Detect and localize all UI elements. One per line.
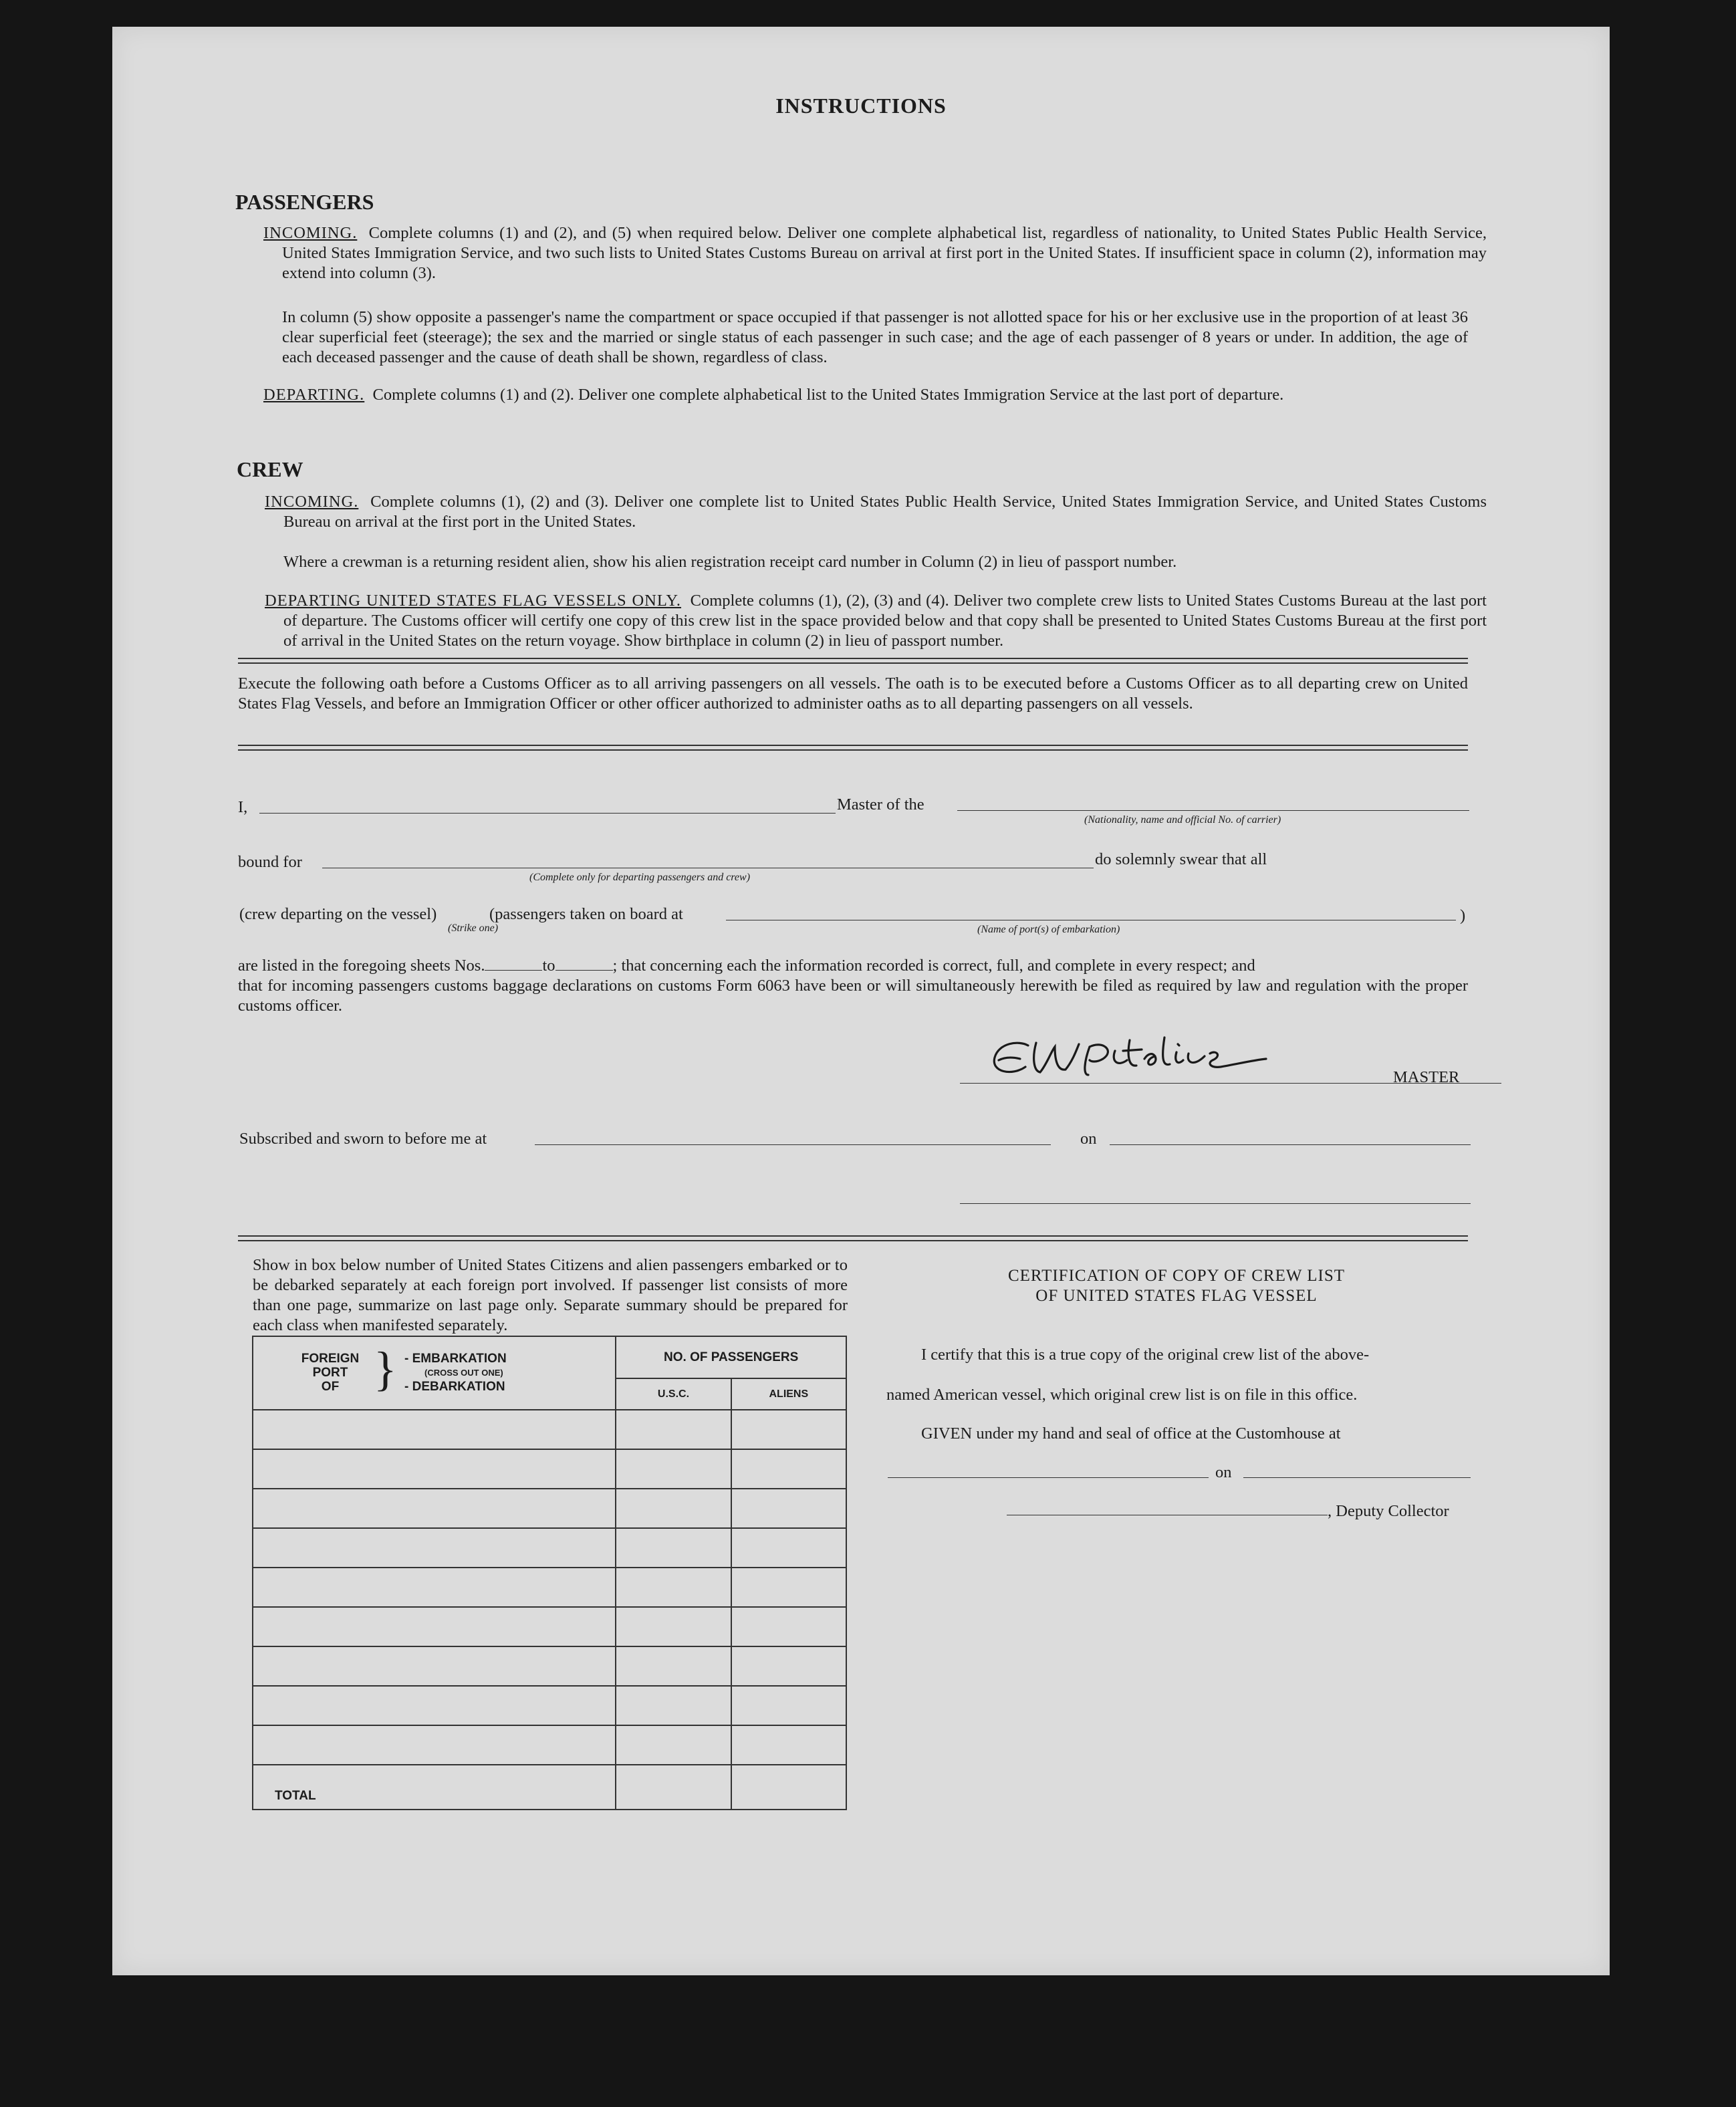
crew-incoming-lead: INCOMING. [265, 493, 359, 511]
port-cell[interactable] [253, 1646, 616, 1686]
aliens-cell[interactable] [731, 1410, 846, 1449]
baggage-declaration-text: that for incoming passengers customs baggage declarations on customs Form 6063 have been or will simultaneously herewith be filed as required by law and regulation with the proper customs officer. [238, 977, 1468, 1015]
usc-cell[interactable] [616, 1646, 731, 1686]
port-cell[interactable] [253, 1607, 616, 1646]
passenger-summary-table [252, 1336, 847, 1810]
table-row [253, 1528, 846, 1568]
crew-incoming-text: Complete columns (1), (2) and (3). Deliver one complete list to United States Public Health Service, United States Immigration Service, and United States Customs Bureau on arrival at the first port in the United States. [283, 493, 1487, 531]
listed-sheets-text: are listed in the foregoing sheets Nos. [238, 957, 485, 975]
certification-title-line1: CERTIFICATION OF COPY OF CREW LIST [1007, 1267, 1346, 1285]
cross-out-one-label: (CROSS OUT ONE) [424, 1368, 503, 1378]
master-name-field[interactable] [259, 813, 836, 814]
certify-line2: named American vessel, which original crew list is on file in this office. [886, 1386, 1358, 1404]
oath-i-label: I, [238, 798, 248, 816]
aliens-cell[interactable] [731, 1568, 846, 1607]
foreign-label: FOREIGN [301, 1352, 360, 1366]
passengers-column5-paragraph: In column (5) show opposite a passenger's name the compartment or space occupied if that passenger is not allotted space for his or her exclusive use in the proportion of at least 36 clear superficial feet (steerage); the sex and the married or single status of each passenger in such case; and the age of each passenger of 8 years or under. In addition, the age of each deceased passenger and the cause of death shall be shown, regardless of class. [282, 308, 1468, 366]
certification-date-field[interactable] [1243, 1477, 1471, 1478]
carrier-field[interactable] [957, 810, 1469, 811]
divider [238, 749, 1468, 751]
usc-cell[interactable] [616, 1528, 731, 1568]
subscribed-label: Subscribed and sworn to before me at [239, 1130, 487, 1148]
debarkation-option: - DEBARKATION [404, 1380, 505, 1394]
table-row [253, 1686, 846, 1725]
passengers-departing-lead: DEPARTING. [263, 386, 365, 404]
summary-intro: Show in box below number of United States Citizens and alien passengers embarked or to be debarked separately at each foreign port involved. If passenger list consists of more than one page, summarize on last page only. Separate summary should be prepared for each class when manifested separately. [253, 1256, 848, 1334]
passengers-heading: PASSENGERS [235, 190, 374, 214]
aliens-cell[interactable] [731, 1607, 846, 1646]
aliens-cell[interactable] [731, 1528, 846, 1568]
port-cell[interactable] [253, 1410, 616, 1449]
table-row [253, 1449, 846, 1489]
port-cell[interactable] [253, 1489, 616, 1528]
listed-to-text: to [542, 957, 555, 975]
certification-title [885, 1266, 1468, 1306]
crew-incoming-paragraph [265, 492, 1487, 532]
divider [238, 1240, 1468, 1241]
usc-cell[interactable] [616, 1686, 731, 1725]
aliens-cell[interactable] [731, 1646, 846, 1686]
master-of-the-label: Master of the [837, 795, 924, 814]
aliens-header: ALIENS [731, 1378, 846, 1410]
customhouse-field[interactable] [888, 1477, 1209, 1478]
subscribed-place-field[interactable] [535, 1144, 1051, 1145]
officer-signature-field[interactable] [960, 1203, 1471, 1204]
divider [238, 745, 1468, 746]
total-label: TOTAL [253, 1765, 616, 1810]
passengers-incoming-text: Complete columns (1) and (2), and (5) when required below. Deliver one complete alphabetical list, regardless of nationality, to United States Public Health Service, United States Immigration Service, and two such lists to United States Customs Bureau on arrival at first port in the United States. If insufficient space in column (2), information may extend into column (3). [282, 224, 1487, 282]
master-label: MASTER [1393, 1068, 1460, 1086]
oath-intro-paragraph: Execute the following oath before a Customs Officer as to all arriving passengers on all vessels. The oath is to be executed before a Customs Officer as to all departing crew on United States Flag Vessels, and before an Immigration Officer or other officer authorized to administer oaths as to all departing passengers on all vessels. [238, 674, 1468, 713]
passengers-incoming-paragraph [263, 223, 1487, 283]
certification-on-label: on [1215, 1463, 1232, 1481]
port-cell[interactable] [253, 1686, 616, 1725]
total-usc-cell[interactable] [616, 1765, 731, 1810]
passengers-incoming-lead: INCOMING. [263, 224, 358, 242]
total-row [253, 1765, 846, 1810]
usc-header: U.S.C. [616, 1378, 731, 1410]
divider [238, 1235, 1468, 1237]
passengers-departing-paragraph [263, 385, 1487, 405]
foreign-port-header [253, 1336, 616, 1410]
divider [238, 658, 1468, 659]
table-row [253, 1607, 846, 1646]
port-cell[interactable] [253, 1725, 616, 1765]
crew-departing-paragraph [265, 591, 1487, 651]
swear-text: do solemnly swear that all [1095, 850, 1267, 868]
divider [238, 662, 1468, 664]
certify-line1: I certify that this is a true copy of the original crew list of the above- [921, 1346, 1370, 1364]
aliens-cell[interactable] [731, 1449, 846, 1489]
crew-heading: CREW [237, 457, 303, 481]
subscribed-date-field[interactable] [1110, 1144, 1471, 1145]
table-row [253, 1725, 846, 1765]
passengers-departing-text: Complete columns (1) and (2). Deliver one complete alphabetical list to the United States Immigration Service at the last port of departure. [372, 386, 1284, 404]
usc-cell[interactable] [616, 1725, 731, 1765]
form-page [112, 27, 1610, 1975]
port-cell[interactable] [253, 1528, 616, 1568]
total-aliens-cell[interactable] [731, 1765, 846, 1810]
usc-cell[interactable] [616, 1607, 731, 1646]
port-cell[interactable] [253, 1568, 616, 1607]
close-paren: ) [1460, 906, 1466, 924]
usc-cell[interactable] [616, 1449, 731, 1489]
aliens-cell[interactable] [731, 1686, 846, 1725]
sheet-to-field[interactable] [555, 970, 613, 971]
table-row [253, 1410, 846, 1449]
crew-departing-lead: DEPARTING UNITED STATES FLAG VESSELS ONLY. [265, 592, 682, 610]
bound-for-label: bound for [238, 853, 302, 871]
usc-cell[interactable] [616, 1568, 731, 1607]
deputy-collector-label: , Deputy Collector [1328, 1502, 1449, 1520]
no-of-passengers-header: NO. OF PASSENGERS [616, 1336, 846, 1378]
page-title: INSTRUCTIONS [775, 94, 947, 118]
table-row [253, 1646, 846, 1686]
usc-cell[interactable] [616, 1410, 731, 1449]
listed-continuation-text: ; that concerning each the information recorded is correct, full, and complete in every respect; and [612, 957, 1255, 975]
listed-sheets-line [238, 956, 1468, 976]
sheet-from-field[interactable] [485, 970, 542, 971]
crew-departing-text: Complete columns (1), (2), (3) and (4). Deliver two complete crew lists to United States Customs Bureau at the last port of departure. The Customs officer will certify one copy of this crew list in the space provided below and that copy shall be presented to United States Customs Bureau at the first port of arrival in the United States on the return voyage. Show birthplace in column (2) in lieu of passport number. [283, 592, 1487, 650]
crew-departing-option: (crew departing on the vessel) [239, 905, 437, 923]
complete-only-caption: (Complete only for departing passengers and crew) [529, 872, 751, 883]
port-label: PORT [312, 1366, 348, 1380]
table-row [253, 1489, 846, 1528]
aliens-cell[interactable] [731, 1489, 846, 1528]
table-row [253, 1568, 846, 1607]
crew-resident-paragraph: Where a crewman is a returning resident alien, show his alien registration receipt card number in Column (2) in lieu of passport number. [283, 553, 1177, 571]
usc-cell[interactable] [616, 1489, 731, 1528]
certification-title-line2: OF UNITED STATES FLAG VESSEL [1035, 1287, 1318, 1305]
embarkation-option: - EMBARKATION [404, 1352, 507, 1366]
ports-caption: (Name of port(s) of embarkation) [977, 924, 1120, 935]
subscribed-on-label: on [1080, 1130, 1097, 1148]
strike-one-caption: (Strike one) [448, 922, 499, 934]
nationality-caption: (Nationality, name and official No. of carrier) [1084, 814, 1281, 826]
passengers-taken-option: (passengers taken on board at [489, 905, 683, 923]
port-cell[interactable] [253, 1449, 616, 1489]
of-label: OF [321, 1380, 340, 1394]
given-line: GIVEN under my hand and seal of office at the Customhouse at [921, 1424, 1341, 1443]
aliens-cell[interactable] [731, 1725, 846, 1765]
brace: } [374, 1342, 397, 1396]
